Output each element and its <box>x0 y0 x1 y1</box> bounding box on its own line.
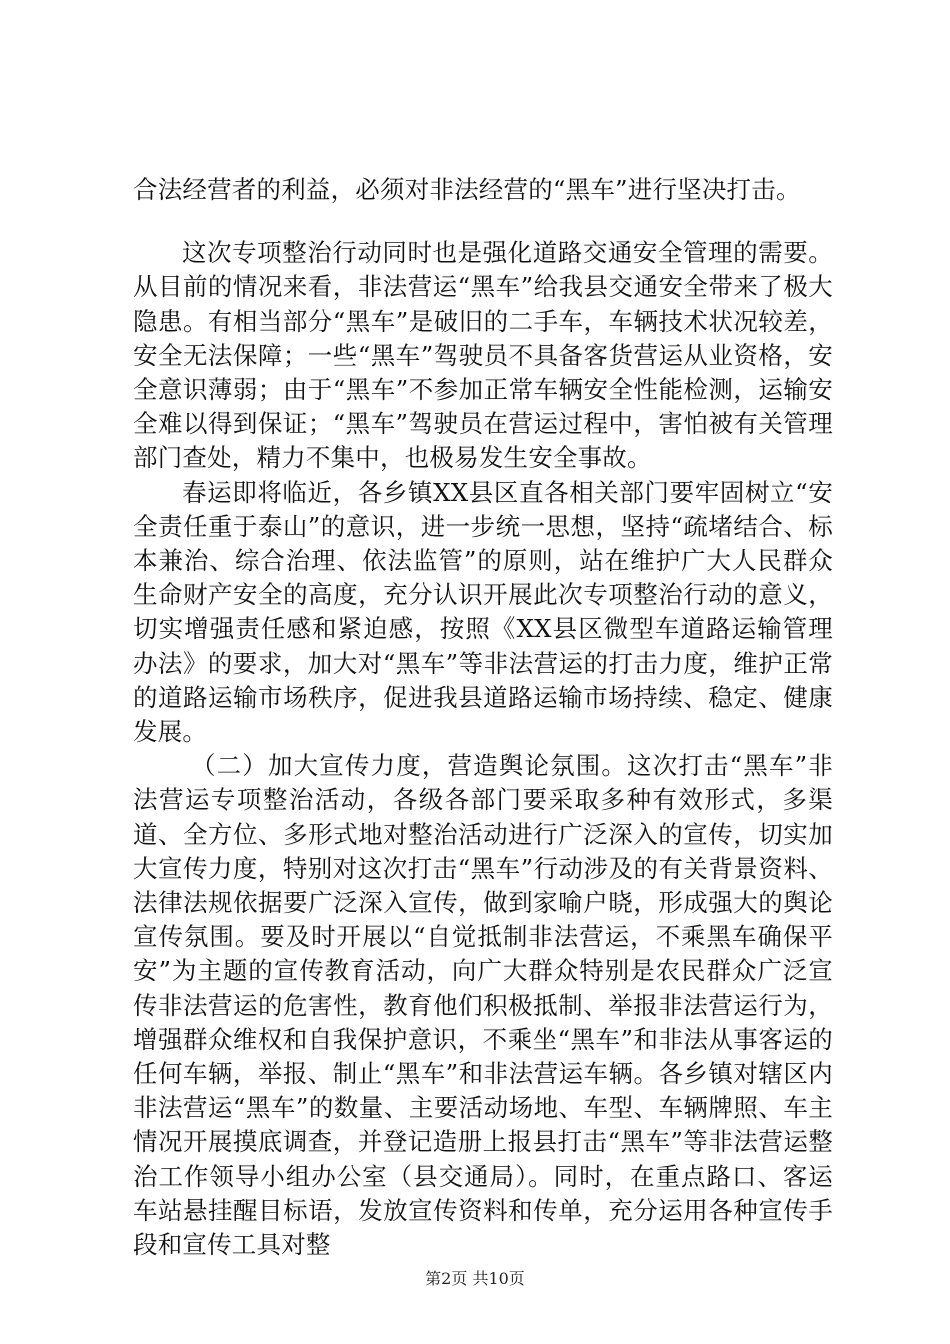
document-body <box>133 173 833 1262</box>
paragraph-traffic-safety: 这次专项整治行动同时也是强化道路交通安全管理的需要。从目前的情况来看，非法营运“黑车”给我县交通安全带来了极大隐患。有相当部分“黑车”是破旧的二手车，车辆技术状况较差，安全无法保障；一些“黑车”驾驶员不具备客货营运从业资格，安全意识薄弱；由于“黑车”不参加正常车辆安全性能检测，运输安全难以得到保证；“黑车”驾驶员在营运过程中，害怕被有关管理部门查处，精力不集中，也极易发生安全事故。 <box>133 238 833 473</box>
paragraph-continuation: 合法经营者的利益，必须对非法经营的“黑车”进行坚决打击。 <box>133 175 801 204</box>
page-number-footer: 第2页 共10页 <box>425 1269 525 1288</box>
paragraph-spring-transport: 春运即将临近，各乡镇XX县区直各相关部门要牢固树立“安全责任重于泰山”的意识，进一步统一思想，坚持“疏堵结合、标本兼治、综合治理、依法监管”的原则，站在维护广大人民群众生命财产安全的高度，充分认识开展此次专项整治行动的意义，切实增强责任感和紧迫感，按照《XX县区微型车道路运输管理办法》的要求，加大对“黑车”等非法营运的打击力度，维护正常的道路运输市场秩序，促进我县道路运输市场持续、稳定、健康发展。 <box>133 477 833 747</box>
paragraph-publicity: （二）加大宣传力度，营造舆论氛围。这次打击“黑车”非法营运专项整治活动，各级各部门要采取多种有效形式，多渠道、全方位、多形式地对整治活动进行广泛深入的宣传，切实加大宣传力度，特别对这次打击“黑车”行动涉及的有关背景资料、法律法规依据要广泛深入宣传，做到家喻户晓，形成强大的舆论宣传氛围。要及时开展以“自觉抵制非法营运，不乘黑车确保平安”为主题的宣传教育活动，向广大群众特别是农民群众广泛宣传非法营运的危害性，教育他们积极抵制、举报非法营运行为，增强群众维权和自我保护意识，不乘坐“黑车”和非法从事客运的任何车辆，举报、制止“黑车”和非法营运车辆。各乡镇对辖区内非法营运“黑车”的数量、主要活动场地、车型、车辆牌照、车主情况开展摸底调查，并登记造册上报县打击“黑车”等非法营运整治工作领导小组办公室（县交通局）。同时，在重点路口、客运车站悬挂醒目标语，发放宣传资料和传单，充分运用各种宣传手段和宣传工具对整 <box>133 751 833 1260</box>
